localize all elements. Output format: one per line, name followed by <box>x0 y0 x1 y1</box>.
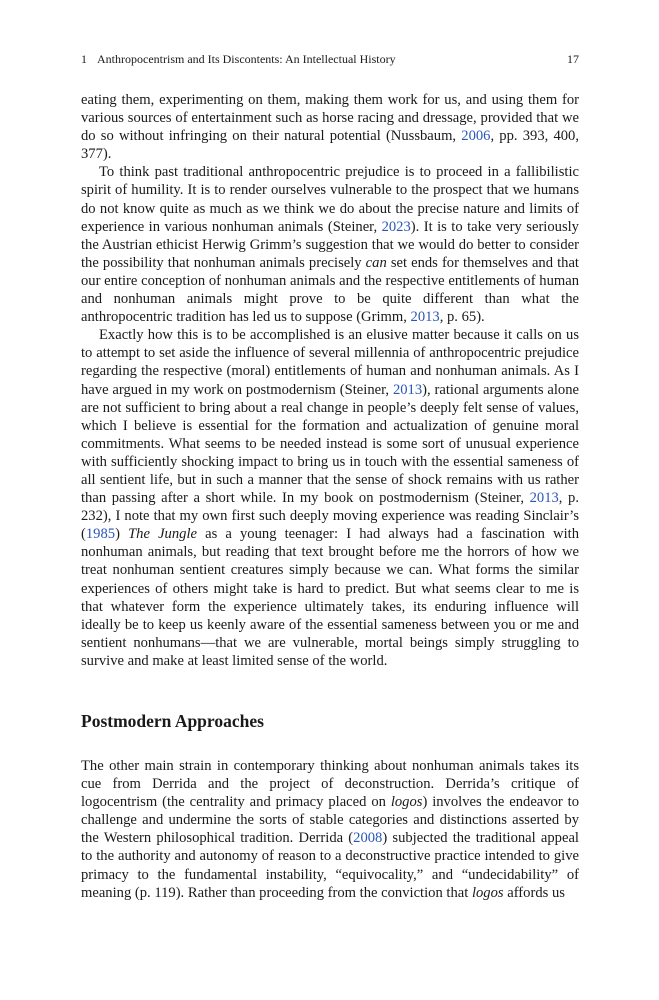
paragraph-1 <box>81 91 579 163</box>
citation-link[interactable]: 2008 <box>353 830 383 847</box>
citation-link[interactable]: 2023 <box>381 218 411 235</box>
citation-link[interactable]: 2006 <box>461 128 491 145</box>
emphasis: logos <box>471 884 504 901</box>
text-run: To think past traditional anthropocentric prejudice is to proceed in a fallibilistic spirit of humility. It is to render ourselves vulnerable to the prospect that we humans do not know quite as much as we think we do about the precise nature and limits of experience in various nonhuman animals (Steiner, <box>81 164 579 235</box>
book-title: The Jungle <box>128 526 197 543</box>
running-head <box>81 52 579 67</box>
text-run: ) involves the endeavor to challenge and undermine the sorts of stable categories and distinctions asserted by the Western philosophical tradition. Derrida ( <box>81 794 579 847</box>
citation-link[interactable]: 1985 <box>85 526 116 543</box>
running-head-title <box>81 52 396 67</box>
paragraph-2 <box>81 163 579 326</box>
text-run: , pp. 393, 400, 377). <box>81 128 579 163</box>
text-run: ) subjected the traditional appeal to the authority and autonomy of reason to a deconstructive practice intended to give primacy to the fundamental instability, “equivocality,” and “undecidability” of meaning (p. 119). Rather than proceeding from the conviction that <box>81 830 579 901</box>
text-run: ). It is to take very seriously the Austrian ethicist Herwig Grimm’s suggestion that we would do better to consider the possibility that nonhuman animals precisely <box>81 218 579 271</box>
chapter-number: 1 <box>81 52 87 66</box>
text-run: ), rational arguments alone are not sufficient to bring about a real change in people’s deeply felt sense of values, which I believe is essential for the formation and actualization of genuine moral commitments. What seems to be needed instead is some sort of unusual experience with sufficiently shocking impact to bring us in touch with the essential sameness of all sentient life, but in such a manner that the sense of shock remains with us rather than passing after a short while. In my book on postmodernism (Steiner, <box>81 381 579 507</box>
text-run: , p. 65). <box>439 309 485 326</box>
text-run: set ends for themselves and that our entire conception of nonhuman animals and the respective entitlements of human and nonhuman animals might prove to be quite different than what the anthropocentric tradition has led us to suppose (Grimm, <box>81 254 579 326</box>
text-run: , p. 232), I note that my own first such deeply moving experience was reading Sinclair’s ( <box>81 490 579 543</box>
chapter-title: Anthropocentrism and Its Discontents: An Intellectual History <box>97 52 396 66</box>
text-run: The other main strain in contemporary thinking about nonhuman animals takes its cue from Derrida and the project of deconstruction. Derrida’s critique of logocentrism (the centrality and primacy placed on <box>81 758 579 811</box>
section-body-text <box>81 757 579 902</box>
section-heading: Postmodern Approaches <box>81 711 264 731</box>
emphasis: logos <box>390 794 423 811</box>
text-run: as a young teenager: I had always had a fascination with nonhuman animals, but reading that text brought before me the horrors of how we treat nonhuman sentient creatures simply because we can. What forms the similar experiences of others might take is hard to predict. But what seems clear to me is that whatever form the experience ultimately takes, its enduring influence will ideally be to keep us keenly aware of the essential sameness between you or me and sentient nonhumans—that we are vulnerable, mortal beings simply struggling to survive and make at least limited sense of the world. <box>81 526 579 669</box>
citation-link[interactable]: 2013 <box>392 381 423 398</box>
citation-link[interactable]: 2013 <box>529 490 559 507</box>
page-number: 17 <box>567 52 579 66</box>
citation-link[interactable]: 2013 <box>410 309 440 326</box>
text-run: eating them, experimenting on them, making them work for us, and using them for various sources of entertainment such as horse racing and dressage, provided that we do so without infringing on their natural potential (Nussbaum, <box>81 92 579 145</box>
text-run: Exactly how this is to be accomplished is an elusive matter because it calls on us to attempt to set aside the influence of several millennia of anthropocentric prejudice regarding the respective (moral) entitlements of human and nonhuman animals. As I have argued in my work on postmodernism (Steiner, <box>81 327 579 398</box>
text-run: affords us <box>503 884 565 901</box>
paragraph-4 <box>81 757 579 902</box>
paragraph-3 <box>81 326 579 670</box>
text-run: ) <box>115 526 129 543</box>
body-text <box>81 91 579 670</box>
emphasis: can <box>365 254 387 271</box>
